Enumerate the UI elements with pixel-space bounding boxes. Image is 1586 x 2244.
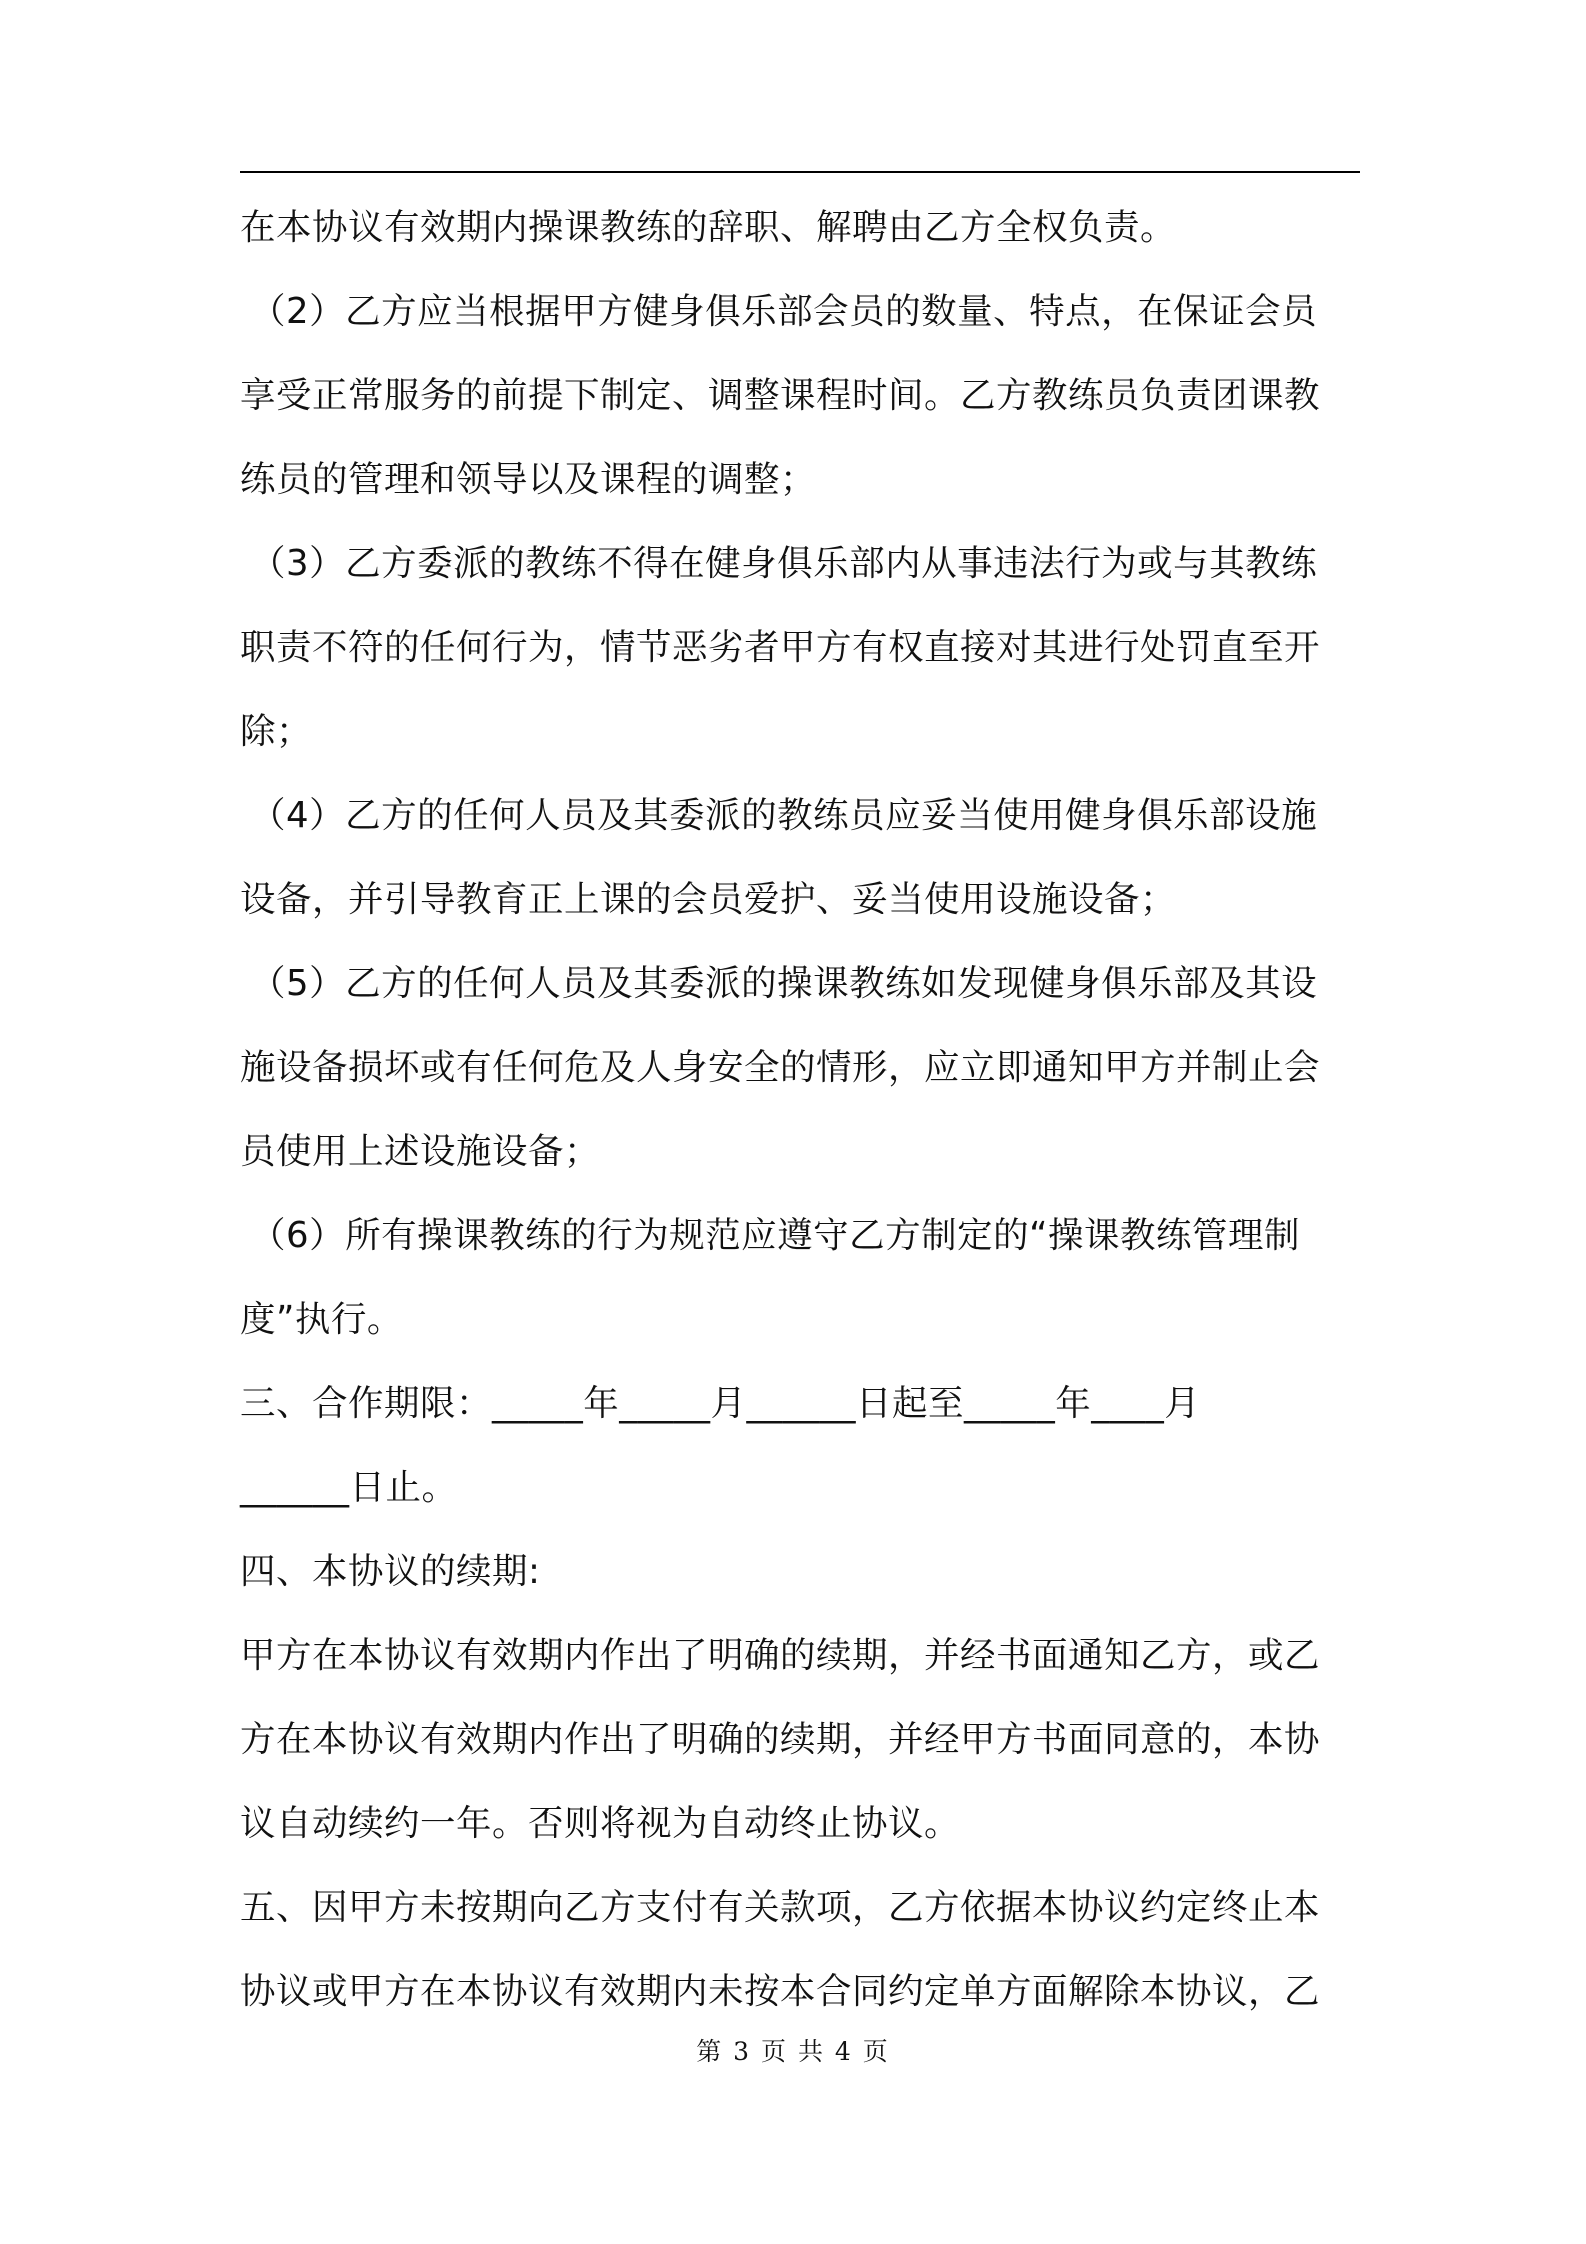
text-line-15: 三、合作期限：_____年_____月______日起至_____年____月 — [240, 1383, 1201, 1424]
text-line-3: 享受正常服务的前提下制定、调整课程时间。乙方教练员负责团课教 — [240, 375, 1321, 416]
text-line-22: 协议或甲方在本协议有效期内未按本合同约定单方面解除本协议，乙 — [240, 1971, 1321, 2012]
text-line-5: （3）乙方委派的教练不得在健身俱乐部内从事违法行为或与其教练 — [250, 543, 1318, 584]
text-line-17: 四、本协议的续期: — [240, 1551, 541, 1592]
header-rule — [240, 171, 1360, 173]
text-line-20: 议自动续约一年。否则将视为自动终止协议。 — [240, 1803, 961, 1844]
text-line-19: 方在本协议有效期内作出了明确的续期，并经甲方书面同意的，本协 — [240, 1719, 1321, 1760]
text-line-9: 设备，并引导教育正上课的会员爱护、妥当使用设施设备； — [240, 879, 1177, 920]
text-line-2: （2）乙方应当根据甲方健身俱乐部会员的数量、特点，在保证会员 — [250, 291, 1318, 332]
text-line-16: ______日止。 — [240, 1467, 458, 1508]
document-body — [240, 186, 1360, 2034]
text-line-12: 员使用上述设施设备； — [240, 1131, 601, 1172]
text-line-1: 在本协议有效期内操课教练的辞职、解聘由乙方全权负责。 — [240, 207, 1177, 248]
text-line-21: 五、因甲方未按期向乙方支付有关款项，乙方依据本协议约定终止本 — [240, 1887, 1321, 1928]
text-line-8: （4）乙方的任何人员及其委派的教练员应妥当使用健身俱乐部设施 — [250, 795, 1318, 836]
text-line-10: （5）乙方的任何人员及其委派的操课教练如发现健身俱乐部及其设 — [250, 963, 1318, 1004]
text-line-7: 除； — [240, 711, 313, 752]
page-footer: 第 3 页 共 4 页 — [696, 2037, 890, 2066]
text-line-14: 度”执行。 — [240, 1299, 403, 1340]
text-line-13: （6）所有操课教练的行为规范应遵守乙方制定的“操课教练管理制 — [250, 1215, 1300, 1256]
text-line-11: 施设备损坏或有任何危及人身安全的情形，应立即通知甲方并制止会 — [240, 1047, 1321, 1088]
text-line-18: 甲方在本协议有效期内作出了明确的续期，并经书面通知乙方，或乙 — [240, 1635, 1321, 1676]
text-line-4: 练员的管理和领导以及课程的调整； — [240, 459, 817, 500]
text-line-6: 职责不符的任何行为，情节恶劣者甲方有权直接对其进行处罚直至开 — [240, 627, 1321, 668]
